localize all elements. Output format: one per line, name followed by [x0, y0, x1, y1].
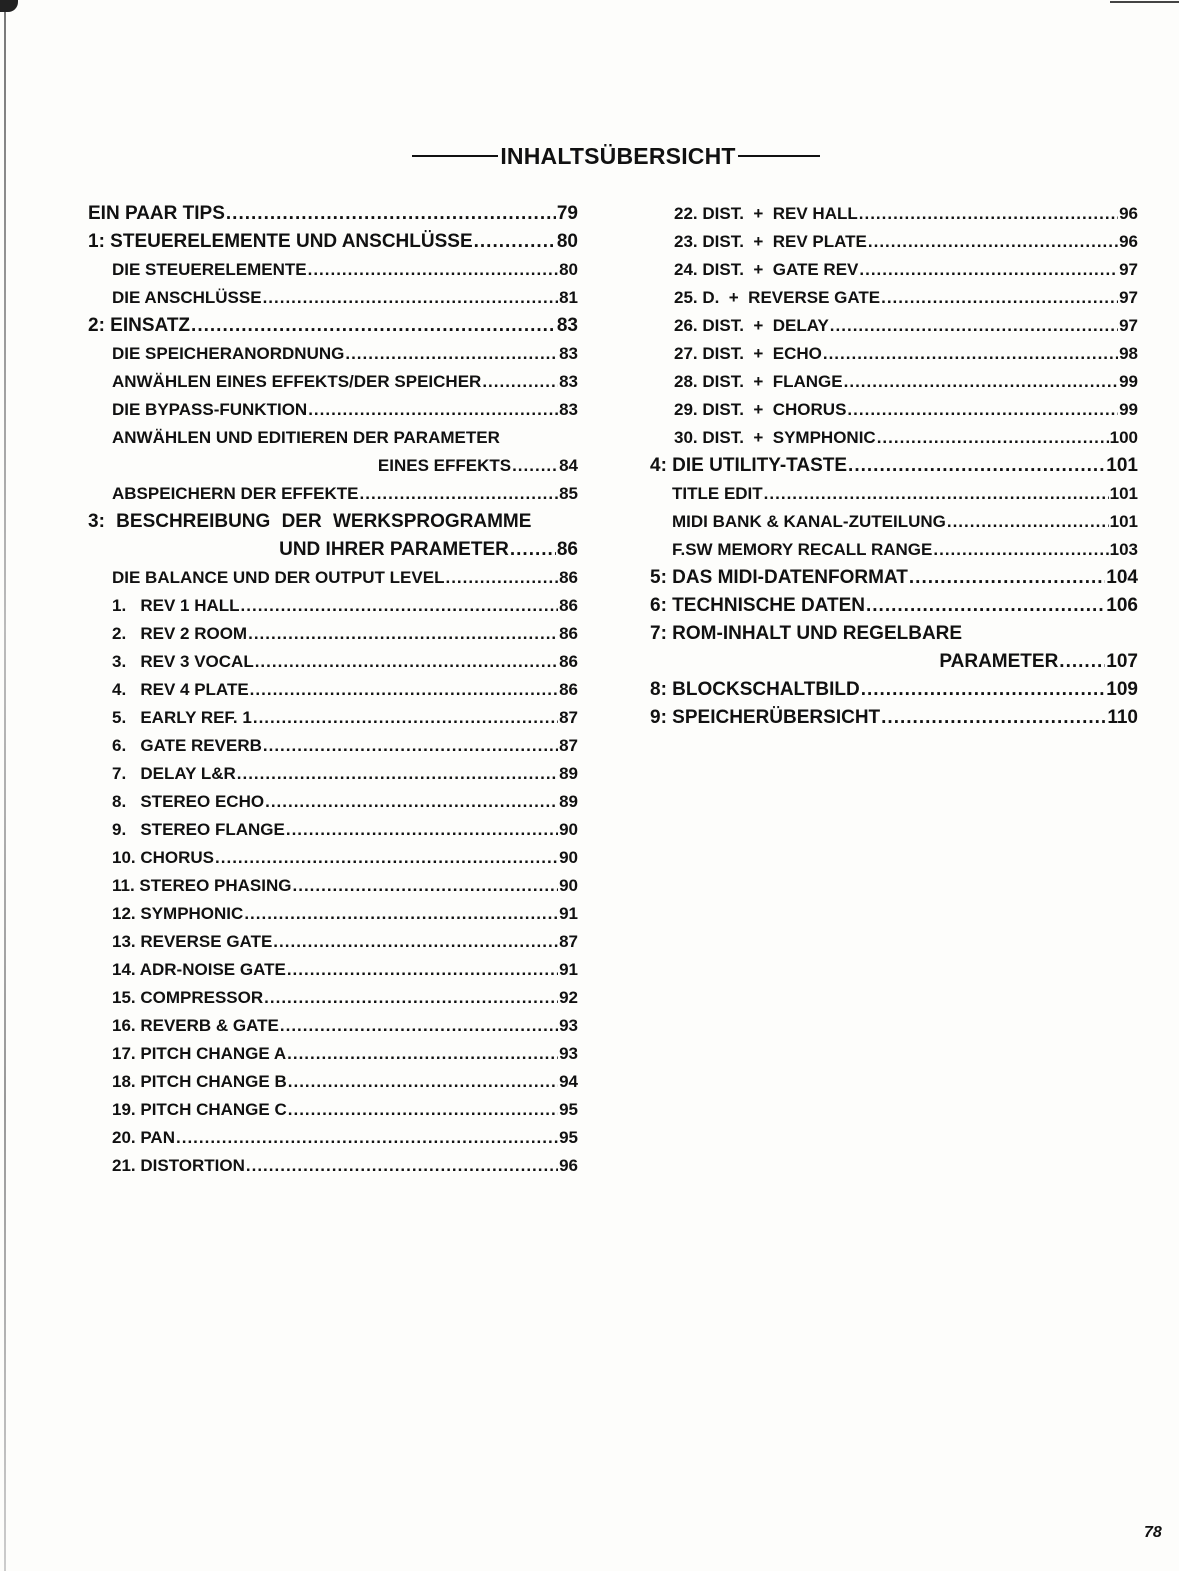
toc-page-number: 98 — [1119, 344, 1138, 363]
toc-entry-anwaehlen-effekts[interactable] — [88, 368, 578, 396]
toc-page-number: 85 — [559, 484, 578, 503]
toc-entry-fsw-memory[interactable] — [650, 536, 1138, 564]
toc-entry-label: EIN PAAR TIPS — [88, 203, 225, 224]
toc-entry-program[interactable] — [650, 312, 1138, 340]
leader-dots — [830, 312, 1118, 340]
leader-dots — [859, 200, 1118, 228]
toc-entry-bypass[interactable] — [88, 396, 578, 424]
toc-page-number: 86 — [556, 539, 578, 560]
toc-entry-label: 5. EARLY REF. 1 — [112, 708, 252, 727]
toc-entry-label: 1: STEUERELEMENTE UND ANSCHLÜSSE — [88, 231, 473, 252]
toc-page-number: 81 — [559, 288, 578, 307]
toc-entry-program[interactable] — [88, 984, 578, 1012]
toc-page-number: 86 — [559, 568, 578, 587]
toc-entry-label: ABSPEICHERN DER EFFEKTE — [112, 484, 359, 503]
toc-page-number: 96 — [1119, 232, 1138, 251]
leader-dots — [844, 368, 1118, 396]
toc-entry-program[interactable] — [88, 1124, 578, 1152]
leader-dots — [823, 340, 1118, 368]
toc-entry-program[interactable] — [650, 284, 1138, 312]
toc-page-number: 83 — [559, 400, 578, 419]
leader-dots — [474, 228, 556, 256]
toc-page-number: 101 — [1109, 484, 1138, 503]
corner-mark — [0, 0, 18, 12]
toc-entry-section-8[interactable] — [650, 676, 1138, 704]
toc-page-number: 94 — [559, 1072, 578, 1091]
toc-entry-program[interactable] — [88, 760, 578, 788]
toc-entry-section-3-line2[interactable] — [88, 536, 578, 564]
toc-page-number: 90 — [559, 820, 578, 839]
toc-entry-label: 6: TECHNISCHE DATEN — [650, 595, 865, 616]
toc-entry-program[interactable] — [650, 256, 1138, 284]
toc-page-number: 90 — [559, 876, 578, 895]
leader-dots — [909, 564, 1105, 592]
leader-dots — [288, 1068, 558, 1096]
toc-page-number: 101 — [1106, 455, 1138, 476]
toc-entry-program[interactable] — [650, 340, 1138, 368]
toc-page-number: 83 — [559, 372, 578, 391]
toc-entry-abspeichern[interactable] — [88, 480, 578, 508]
toc-entry-section-2[interactable] — [88, 312, 578, 340]
leader-dots — [253, 704, 558, 732]
toc-entry-label: UND IHRER PARAMETER — [279, 539, 509, 560]
toc-entry-program[interactable] — [88, 788, 578, 816]
toc-entry-program[interactable] — [650, 228, 1138, 256]
toc-entry-program[interactable] — [88, 1012, 578, 1040]
toc-page-number: 107 — [1106, 651, 1138, 672]
leader-dots — [244, 900, 558, 928]
toc-entry-label: 15. COMPRESSOR — [112, 988, 264, 1007]
leader-dots — [191, 312, 556, 340]
toc-entry-program[interactable] — [650, 396, 1138, 424]
toc-entry-label: 20. PAN — [112, 1128, 175, 1147]
toc-entry-label: 21. DISTORTION — [112, 1156, 245, 1175]
toc-page-number: 97 — [1119, 316, 1138, 335]
toc-entry-program[interactable] — [88, 900, 578, 928]
toc-page-number: 95 — [559, 1100, 578, 1119]
toc-entry-label: DIE BYPASS-FUNKTION — [112, 400, 308, 419]
toc-entry-section-3-line1[interactable] — [88, 508, 578, 536]
toc-entry-label: 7. DELAY L&R — [112, 764, 236, 783]
toc-page-number: 93 — [559, 1016, 578, 1035]
page-edge — [4, 0, 6, 1571]
toc-page-number: 83 — [556, 315, 578, 336]
page-title — [396, 140, 836, 172]
toc-entry-section-1[interactable] — [88, 228, 578, 256]
leader-dots — [215, 844, 558, 872]
toc-entry-program[interactable] — [88, 732, 578, 760]
toc-entry-label: 23. DIST. + REV PLATE — [674, 232, 867, 251]
toc-page-number: 87 — [559, 932, 578, 951]
leader-dots — [881, 704, 1106, 732]
leader-dots — [248, 620, 558, 648]
leader-dots — [241, 592, 559, 620]
toc-page-number: 110 — [1107, 707, 1138, 728]
leader-dots — [176, 1124, 558, 1152]
leader-dots — [881, 284, 1118, 312]
toc-entry-label: 6. GATE REVERB — [112, 736, 262, 755]
toc-entry-anschluesse[interactable] — [88, 284, 578, 312]
leader-dots — [345, 340, 558, 368]
toc-page-number: 99 — [1119, 372, 1138, 391]
toc-entry-label: 25. D. + REVERSE GATE — [674, 288, 881, 307]
toc-entry-label: PARAMETER — [939, 651, 1059, 672]
toc-entry-label: 2. REV 2 ROOM — [112, 624, 248, 643]
toc-entry-program[interactable] — [88, 704, 578, 732]
toc-entry-section-7-line2[interactable] — [650, 648, 1138, 676]
leader-dots — [287, 1040, 558, 1068]
toc-right-column — [650, 200, 1138, 732]
leader-dots — [848, 452, 1105, 480]
leader-dots — [868, 228, 1118, 256]
leader-dots — [286, 816, 558, 844]
toc-entry-label: DIE ANSCHLÜSSE — [112, 288, 262, 307]
leader-dots — [510, 536, 556, 564]
toc-entry-label: DIE SPEICHERANORDNUNG — [112, 344, 345, 363]
toc-entry-program[interactable] — [650, 368, 1138, 396]
leader-dots — [246, 1152, 558, 1180]
toc-entry-program[interactable] — [88, 592, 578, 620]
toc-page-number: 106 — [1106, 595, 1138, 616]
toc-entry-label: 3. REV 3 VOCAL — [112, 652, 254, 671]
leader-dots — [288, 1096, 558, 1124]
toc-entry-label: 27. DIST. + ECHO — [674, 344, 822, 363]
toc-entry-label: 10. CHORUS — [112, 848, 215, 867]
toc-page-number: 89 — [559, 764, 578, 783]
toc-page-number: 96 — [559, 1156, 578, 1175]
leader-dots — [445, 564, 558, 592]
toc-page-number: 91 — [559, 960, 578, 979]
toc-entry-label: 5: DAS MIDI-DATENFORMAT — [650, 567, 908, 588]
toc-page-number: 95 — [559, 1128, 578, 1147]
toc-entry-label: 12. SYMPHONIC — [112, 904, 244, 923]
toc-entry-program[interactable] — [88, 1096, 578, 1124]
top-rule — [1110, 1, 1179, 3]
toc-entry-label: 11. STEREO PHASING — [112, 876, 292, 895]
toc-entry-steuerelemente[interactable] — [88, 256, 578, 284]
leader-dots — [360, 480, 559, 508]
toc-entry-label: 26. DIST. + DELAY — [674, 316, 829, 335]
leader-dots — [764, 480, 1109, 508]
toc-entry-program[interactable] — [88, 928, 578, 956]
toc-entry-label: 14. ADR-NOISE GATE — [112, 960, 286, 979]
toc-entry-label: 17. PITCH CHANGE A — [112, 1044, 287, 1063]
toc-entry-label: TITLE EDIT — [672, 484, 763, 503]
program-list-right — [650, 200, 1138, 452]
leader-dots — [255, 648, 558, 676]
leader-dots — [308, 256, 558, 284]
leader-dots — [293, 872, 559, 900]
toc-entry-label: ANWÄHLEN EINES EFFEKTS/DER SPEICHER — [112, 372, 482, 391]
toc-page-number: 100 — [1109, 428, 1138, 447]
leader-dots — [859, 256, 1118, 284]
toc-entry-section-4[interactable] — [650, 452, 1138, 480]
leader-dots — [861, 676, 1106, 704]
title-rule-left — [412, 155, 498, 157]
toc-left-column — [88, 200, 578, 1180]
leader-dots — [265, 788, 558, 816]
toc-page-number: 87 — [559, 736, 578, 755]
toc-page-number: 91 — [559, 904, 578, 923]
toc-page-number: 86 — [559, 652, 578, 671]
page-title-text: INHALTSÜBERSICHT — [500, 142, 736, 169]
toc-entry-program[interactable] — [88, 956, 578, 984]
toc-entry-label: 28. DIST. + FLANGE — [674, 372, 843, 391]
toc-entry-label: DIE BALANCE UND DER OUTPUT LEVEL — [112, 568, 445, 587]
toc-page-number: 90 — [559, 848, 578, 867]
toc-entry-balance[interactable] — [88, 564, 578, 592]
program-list-left — [88, 592, 578, 1180]
toc-entry-label: 4. REV 4 PLATE — [112, 680, 249, 699]
toc-page-number: 84 — [559, 456, 578, 475]
leader-dots — [947, 508, 1109, 536]
toc-entry-program[interactable] — [88, 816, 578, 844]
toc-entry-label: 29. DIST. + CHORUS — [674, 400, 847, 419]
leader-dots — [512, 452, 558, 480]
toc-entry-label: 8: BLOCKSCHALTBILD — [650, 679, 860, 700]
toc-page-number: 86 — [559, 596, 578, 615]
toc-page-number: 92 — [559, 988, 578, 1007]
toc-entry-section-9[interactable] — [650, 704, 1138, 732]
toc-entry-label: 2: EINSATZ — [88, 315, 191, 336]
leader-dots — [866, 592, 1105, 620]
toc-entry-section-7-line1[interactable] — [650, 620, 1138, 648]
toc-entry-program[interactable] — [88, 1040, 578, 1068]
toc-entry-midi-bank[interactable] — [650, 508, 1138, 536]
toc-entry-label: 1. REV 1 HALL — [112, 596, 240, 615]
toc-entry-program[interactable] — [650, 200, 1138, 228]
toc-entry-label: 4: DIE UTILITY-TASTE — [650, 455, 848, 476]
toc-entry-label: 24. DIST. + GATE REV — [674, 260, 859, 279]
toc-entry-program[interactable] — [88, 1068, 578, 1096]
toc-entry-section-5[interactable] — [650, 564, 1138, 592]
toc-page-number: 89 — [559, 792, 578, 811]
toc-entry-label: 16. REVERB & GATE — [112, 1016, 279, 1035]
leader-dots — [250, 676, 558, 704]
page-number: 78 — [1144, 1524, 1162, 1541]
toc-entry-label: 9. STEREO FLANGE — [112, 820, 285, 839]
toc-entry-label: MIDI BANK & KANAL-ZUTEILUNG — [672, 512, 946, 531]
toc-entry-label: 19. PITCH CHANGE C — [112, 1100, 287, 1119]
toc-page-number: 80 — [556, 231, 578, 252]
toc-page-number: 96 — [1119, 204, 1138, 223]
toc-entry-label: 30. DIST. + SYMPHONIC — [674, 428, 876, 447]
toc-entry-program[interactable] — [88, 844, 578, 872]
toc-entry-title-edit[interactable] — [650, 480, 1138, 508]
toc-entry-label: F.SW MEMORY RECALL RANGE — [672, 540, 933, 559]
toc-entry-program[interactable] — [88, 1152, 578, 1180]
toc-entry-label: 9: SPEICHERÜBERSICHT — [650, 707, 881, 728]
toc-page-number: 99 — [1119, 400, 1138, 419]
leader-dots — [264, 984, 558, 1012]
toc-entry-program[interactable] — [88, 676, 578, 704]
toc-entry-program[interactable] — [88, 872, 578, 900]
toc-entry-program[interactable] — [88, 620, 578, 648]
title-rule-right — [738, 155, 820, 157]
toc-page-number: 80 — [559, 260, 578, 279]
toc-entry-program[interactable] — [650, 424, 1138, 452]
leader-dots — [877, 424, 1109, 452]
leader-dots — [280, 1012, 558, 1040]
toc-entry-editieren-line1[interactable] — [88, 424, 578, 452]
toc-entry-label: EINES EFFEKTS — [377, 456, 512, 475]
toc-page-number: 86 — [559, 624, 578, 643]
leader-dots — [263, 732, 558, 760]
leader-dots — [308, 396, 558, 424]
toc-entry-label: 8. STEREO ECHO — [112, 792, 265, 811]
leader-dots — [237, 760, 558, 788]
toc-entry-label: 13. REVERSE GATE — [112, 932, 273, 951]
leader-dots — [933, 536, 1108, 564]
toc-entry-label: 7: ROM-INHALT UND REGELBARE — [650, 623, 963, 644]
toc-page-number: 104 — [1106, 567, 1138, 588]
toc-page-number: 97 — [1119, 288, 1138, 307]
leader-dots — [482, 368, 558, 396]
toc-page-number: 83 — [559, 344, 578, 363]
toc-page-number: 87 — [559, 708, 578, 727]
leader-dots — [287, 956, 558, 984]
toc-page-number: 103 — [1109, 540, 1138, 559]
toc-entry-label: ANWÄHLEN UND EDITIEREN DER PARAMETER — [112, 428, 500, 447]
toc-page-number: 93 — [559, 1044, 578, 1063]
toc-entry-label: 18. PITCH CHANGE B — [112, 1072, 287, 1091]
toc-entry-label: DIE STEUERELEMENTE — [112, 260, 307, 279]
toc-page-number: 101 — [1109, 512, 1138, 531]
toc-page-number: 79 — [556, 203, 578, 224]
leader-dots — [226, 200, 556, 228]
leader-dots — [263, 284, 559, 312]
toc-entry-section-6[interactable] — [650, 592, 1138, 620]
toc-page-number: 109 — [1106, 679, 1138, 700]
toc-entry-tips[interactable] — [88, 200, 578, 228]
toc-entry-label: 22. DIST. + REV HALL — [674, 204, 858, 223]
leader-dots — [1059, 648, 1105, 676]
leader-dots — [847, 396, 1118, 424]
toc-page-number: 97 — [1119, 260, 1138, 279]
leader-dots — [273, 928, 558, 956]
toc-entry-editieren-line2[interactable] — [88, 452, 578, 480]
toc-entry-label: 3: BESCHREIBUNG DER WERKSPROGRAMME — [88, 511, 532, 532]
toc-entry-speicheranordnung[interactable] — [88, 340, 578, 368]
toc-entry-program[interactable] — [88, 648, 578, 676]
toc-page-number: 86 — [559, 680, 578, 699]
